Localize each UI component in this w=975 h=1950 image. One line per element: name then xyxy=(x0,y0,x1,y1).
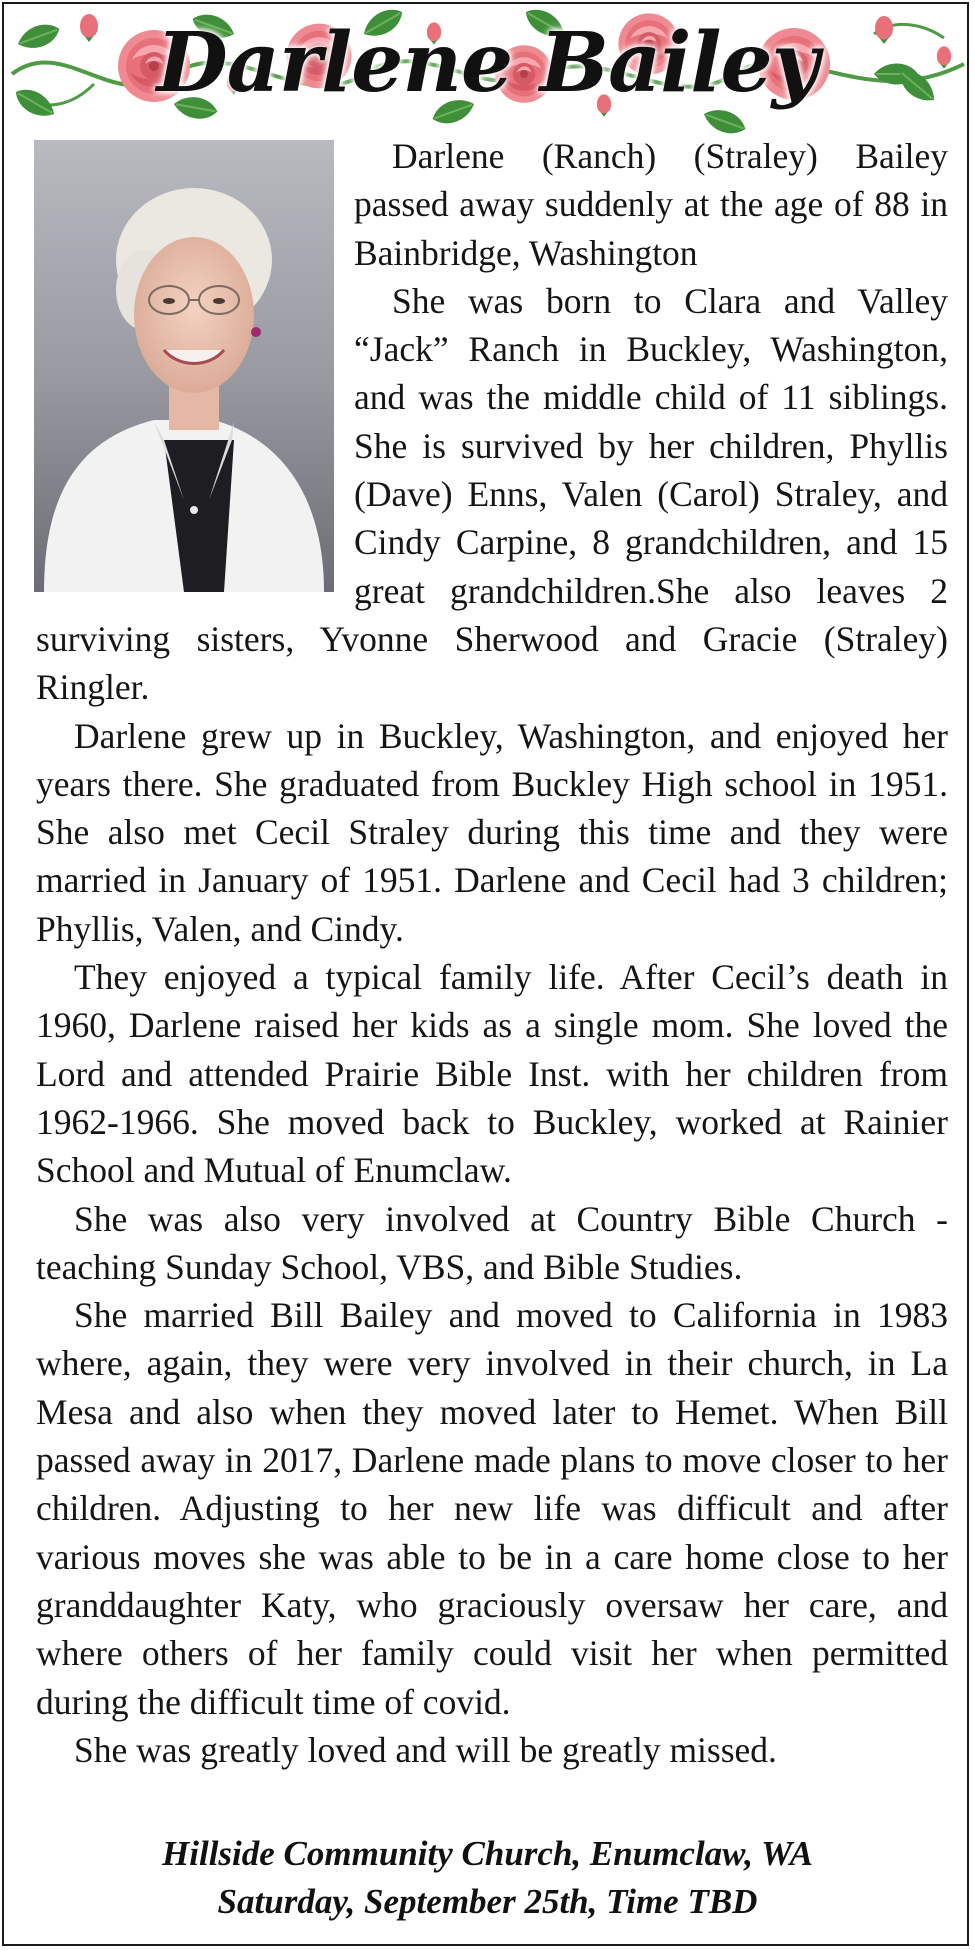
paragraph: They enjoyed a typical family life. After Cecil’s death in 1960, Darlene raised her kids as a single mom. She loved the Lord and attended Prairie Bible Inst. with her children from 1962-1966. She moved back to Buckley, worked at Rainier School and Mutual of Enumclaw. xyxy=(36,957,948,1191)
paragraph: Darlene grew up in Buckley, Washington, and enjoyed her years there. She graduated from Buckley High school in 1951. She also met Cecil Straley during this time and they were married in January of 1951. Darlene and Cecil had 3 children; Phyllis, Valen, and Cindy. xyxy=(36,715,948,949)
page-title: Darlene Bailey xyxy=(156,15,819,111)
rose-banner xyxy=(4,4,969,134)
paragraph: She was born to Clara and Valley “Jack” Ranch in Buckley, Washington, and was the middle child of 11 siblings. She is survived by her children, Phyllis (Dave) Enns, Valen (Carol) Straley, and Cindy Carpine, 8 grandchildren, and 15 great grandchildren.She also leaves 2 surviving sisters, Yvonne Sherwood and Gracie (Straley) Ringler. xyxy=(36,280,948,708)
paragraph: She married Bill Bailey and moved to California in 1983 where, again, they were very involved in their church, in La Mesa and also when they moved later to Hemet. When Bill passed away in 2017, Darlene made plans to move closer to her children. Adjusting to her new life was difficult and after various moves she was able to be in a care home close to her granddaughter Katy, who graciously oversaw her care, and where others of her family could visit her when permitted during the difficult time of covid. xyxy=(36,1295,948,1722)
paragraph: She was also very involved at Country Bible Church - teaching Sunday School, VBS, and Bible Studies. xyxy=(36,1198,948,1287)
service-location: Hillside Community Church, Enumclaw, WA xyxy=(162,1834,813,1873)
obituary-body xyxy=(36,132,948,1774)
paragraph: Darlene (Ranch) (Straley) Bailey passed away suddenly at the age of 88 in Bainbridge, Washington xyxy=(354,136,948,273)
paragraph: She was greatly loved and will be greatly missed. xyxy=(74,1729,777,1770)
photo-spacer xyxy=(36,132,354,594)
service-date: Saturday, September 25th, Time TBD xyxy=(217,1882,758,1921)
obituary-frame xyxy=(2,2,969,1946)
service-details xyxy=(4,1830,969,1926)
